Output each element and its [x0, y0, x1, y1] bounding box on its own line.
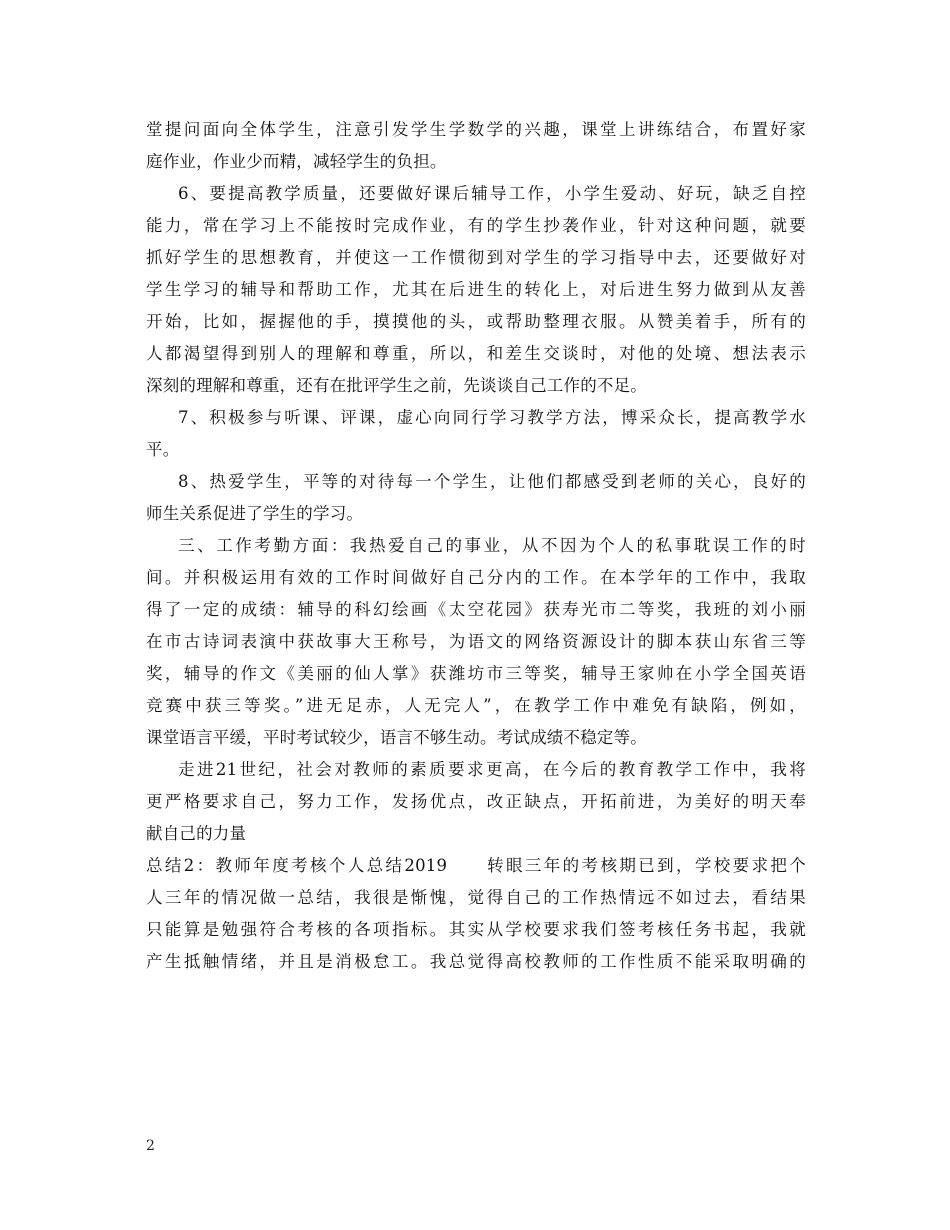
text-line: 学生学习的辅导和帮助工作，尤其在后进生的转化上，对后进生努力做到从友善 — [146, 280, 806, 299]
text-line: 开始，比如，握握他的手，摸摸他的头，或帮助整理衣服。从赞美着手，所有的 — [146, 312, 806, 331]
text-line: 堂提问面向全体学生，注意引发学生学数学的兴趣，课堂上讲练结合，布置好家 — [146, 120, 806, 139]
text-line: 抓好学生的思想教育，并使这一工作惯彻到对学生的学习指导中去，还要做好对 — [146, 248, 806, 267]
text-line: 能力，常在学习上不能按时完成作业，有的学生抄袭作业，针对这种问题，就要 — [146, 216, 806, 235]
text-line: 献自己的力量 — [146, 824, 247, 843]
text-line: 7、积极参与听课、评课，虚心向同行学习教学方法，博采众长，提高教学水 — [178, 408, 806, 427]
text-line: 竞赛中获三等奖。”进无足赤，人无完人”，在教学工作中难免有缺陷，例如， — [146, 696, 806, 715]
text-line: 更严格要求自己，努力工作，发扬优点，改正缺点，开拓前进，为美好的明天奉 — [146, 792, 806, 811]
text-line: 平。 — [146, 440, 180, 459]
text-line: 师生关系促进了学生的学习。 — [146, 504, 364, 523]
text-line: 走进21世纪，社会对教师的素质要求更高，在今后的教育教学工作中，我将 — [178, 760, 806, 779]
text-line: 人三年的情况做一总结，我很是惭愧，觉得自己的工作热情远不如过去，看结果 — [146, 888, 806, 907]
text-line: 产生抵触情绪，并且是消极怠工。我总觉得高校教师的工作性质不能采取明确的 — [146, 952, 806, 971]
text-line: 深刻的理解和尊重，还有在批评学生之前，先谈谈自己工作的不足。 — [146, 376, 647, 395]
text-line: 8、热爱学生，平等的对待每一个学生，让他们都感受到老师的关心，良好的 — [178, 472, 806, 491]
text-line: 只能算是勉强符合考核的各项指标。其实从学校要求我们签考核任务书起，我就 — [146, 920, 806, 939]
text-line: 奖，辅导的作文《美丽的仙人掌》获潍坊市三等奖，辅导王家帅在小学全国英语 — [146, 664, 806, 683]
text-line: 得了一定的成绩：辅导的科幻绘画《太空花园》获寿光市二等奖，我班的刘小丽 — [146, 600, 806, 619]
page-number: 2 — [146, 1138, 155, 1154]
text-line: 总结2：教师年度考核个人总结2019 转眼三年的考核期已到，学校要求把个 — [146, 856, 806, 875]
text-line: 人都渴望得到别人的理解和尊重，所以，和差生交谈时，对他的处境、想法表示 — [146, 344, 806, 363]
document-body — [146, 114, 806, 978]
text-line: 庭作业，作业少而精，减轻学生的负担。 — [146, 152, 447, 171]
text-line: 6、要提高教学质量，还要做好课后辅导工作，小学生爱动、好玩，缺乏自控 — [178, 184, 806, 203]
text-line: 课堂语言平缓，平时考试较少，语言不够生动。考试成绩不稳定等。 — [146, 728, 647, 747]
text-line: 间。并积极运用有效的工作时间做好自己分内的工作。在本学年的工作中，我取 — [146, 568, 806, 587]
text-line: 在市古诗词表演中获故事大王称号，为语文的网络资源设计的脚本获山东省三等 — [146, 632, 806, 651]
text-line: 三、工作考勤方面：我热爱自己的事业，从不因为个人的私事耽误工作的时 — [178, 536, 806, 555]
